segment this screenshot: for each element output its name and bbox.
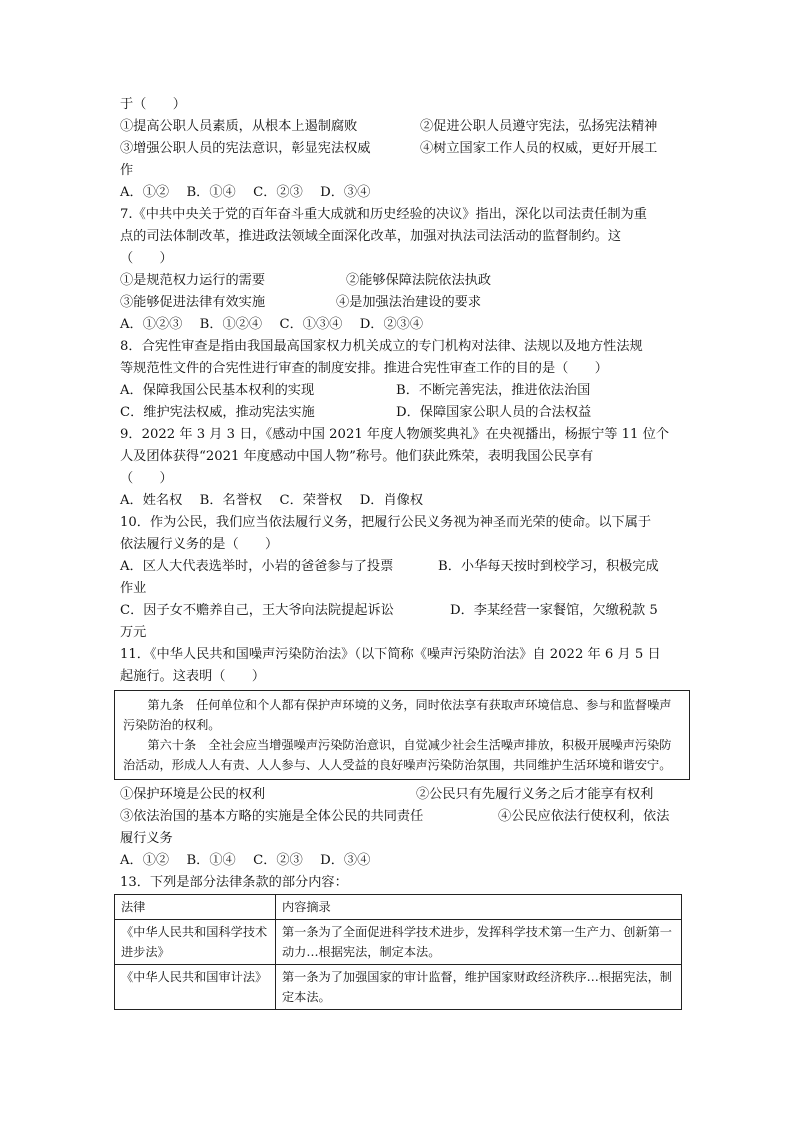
q10-option-b-cont: 作业 [120,581,147,596]
q8-option-b: B．不断完善宪法，推进依法治国 [396,383,591,398]
q8-stem-2: 等规范性文件的合宪性进行审查的制度安排。推进合宪性审查工作的目的是（ ） [120,361,608,376]
q9-stem-3: （ ） [120,471,173,486]
table-header-row [115,895,682,920]
header-content: 内容摘录 [276,895,682,920]
q7-option-2: ②能够保障法院依法执政 [346,273,492,288]
table-row [115,965,682,1010]
q11-option-1: ①保护环境是公民的权利 [120,787,266,802]
q11-stem-2: 起施行。这表明（ ） [120,669,266,684]
q13-law-table [114,894,682,1010]
q7-option-4: ④是加强法治建设的要求 [336,295,482,310]
row-law: 《中华人民共和国科学技术进步法》 [115,920,276,965]
q11-options-row1 [120,784,682,806]
q7-stem-1: 7.《中共中央关于党的百年奋斗重大成就和历史经验的决议》指出，深化以司法责任制为重 [120,207,647,222]
q10-option-d: D．李某经营一家餐馆，欠缴税款 5 [450,603,658,618]
q6-options-row2 [120,138,682,160]
q6-option-4: ④树立国家工作人员的权威，更好开展工 [420,141,658,156]
q10-options-row1 [120,556,682,578]
q8-stem-1: 8．合宪性审查是指由我国最高国家权力机关成立的专门机构对法律、法规以及地方性法规 [120,339,643,354]
q11-stem-1: 11．《中华人民共和国噪声污染防治法》（以下简称《噪声污染防治法》自 2022 年 6 月 5 日 [120,647,661,662]
header-law: 法律 [115,895,276,920]
q9-stem-1: 9．2022 年 3 月 3 日，《感动中国 2021 年度人物颁奖典礼》在央视播出，杨振宁等 11 位个 [120,427,670,442]
q7-choices: A．①②③ B．①②④ C．①③④ D．②③④ [120,317,424,332]
q8-options-row1 [120,380,682,402]
q6-option-3: ③增强公职人员的宪法意识，彰显宪法权威 [120,141,371,156]
q7-stem-3: （ ） [120,251,173,266]
q10-stem-2: 依法履行义务的是（ ） [120,537,279,552]
q11-article-9: 第九条 任何单位和个人都有保护声环境的义务，同时依法享有获取声环境信息、参与和监督噪声污染防治的权利。 [123,698,672,732]
q10-option-b: B．小华每天按时到校学习，积极完成 [438,559,659,574]
q6-option-4-cont: 作 [120,163,134,178]
q11-option-4: ④公民应依法行使权利，依法 [498,809,670,824]
q9-choices: A．姓名权 B．名誉权 C．荣誉权 D．肖像权 [120,493,424,508]
q10-stem-1: 10．作为公民，我们应当依法履行义务，把履行公民义务视为神圣而光荣的使命。以下属于 [120,515,652,530]
q11-options-row2 [120,806,682,828]
q8-option-a: A．保障我国公民基本权利的实现 [120,383,315,398]
q8-options-row2 [120,402,682,424]
table-row [115,920,682,965]
row-content: 第一条为了加强国家的审计监督，维护国家财政经济秩序…根据宪法，制定本法。 [276,965,682,1010]
q6-options-row1 [120,116,682,138]
q10-options-row2 [120,600,682,622]
q6-option-1: ①提高公职人员素质，从根本上遏制腐败 [120,119,358,134]
row-content: 第一条为了全面促进科学技术进步，发挥科学技术第一生产力、创新第一动力…根据宪法，制定本法。 [276,920,682,965]
q11-law-excerpt-box [114,690,690,780]
q11-option-3: ③依法治国的基本方略的实施是全体公民的共同责任 [120,809,424,824]
q10-option-c: C．因子女不赡养自己，王大爷向法院提起诉讼 [120,603,394,618]
q9-stem-2: 人及团体获得“2021 年度感动中国人物”称号。他们获此殊荣，表明我国公民享有 [120,449,594,464]
q11-option-2: ②公民只有先履行义务之后才能享有权利 [416,787,654,802]
q10-option-a: A．区人大代表选举时，小岩的爸爸参与了投票 [120,559,394,574]
q6-option-2: ②促进公职人员遵守宪法，弘扬宪法精神 [420,119,658,134]
q13-stem: 13．下列是部分法律条款的部分内容： [120,875,348,890]
q11-article-60: 第六十条 全社会应当增强噪声污染防治意识，自觉减少社会生活噪声排放，积极开展噪声污染防治活动，形成人人有责、人人参与、人人受益的良好噪声污染防治氛围，共同维护生活环境和谐安宁。 [123,738,672,772]
q7-option-3: ③能够促进法律有效实施 [120,295,266,310]
q10-option-d-cont: 万元 [120,625,147,640]
q7-option-1: ①是规范权力运行的需要 [120,273,266,288]
q6-stem-tail: 于（ ） [120,97,186,112]
exam-page [120,94,682,1010]
row-law: 《中华人民共和国审计法》 [115,965,276,1010]
q7-stem-2: 点的司法体制改革，推进政法领域全面深化改革，加强对执法司法活动的监督制约。这 [120,229,622,244]
q8-option-d: D．保障国家公职人员的合法权益 [396,405,592,420]
q6-choices: A．①② B．①④ C．②③ D．③④ [120,185,371,200]
q7-options-row1 [120,270,682,292]
q11-option-4-cont: 履行义务 [120,831,173,846]
q7-options-row2 [120,292,682,314]
q11-choices: A．①② B．①④ C．②③ D．③④ [120,853,371,868]
q8-option-c: C．维护宪法权威，推动宪法实施 [120,405,315,420]
